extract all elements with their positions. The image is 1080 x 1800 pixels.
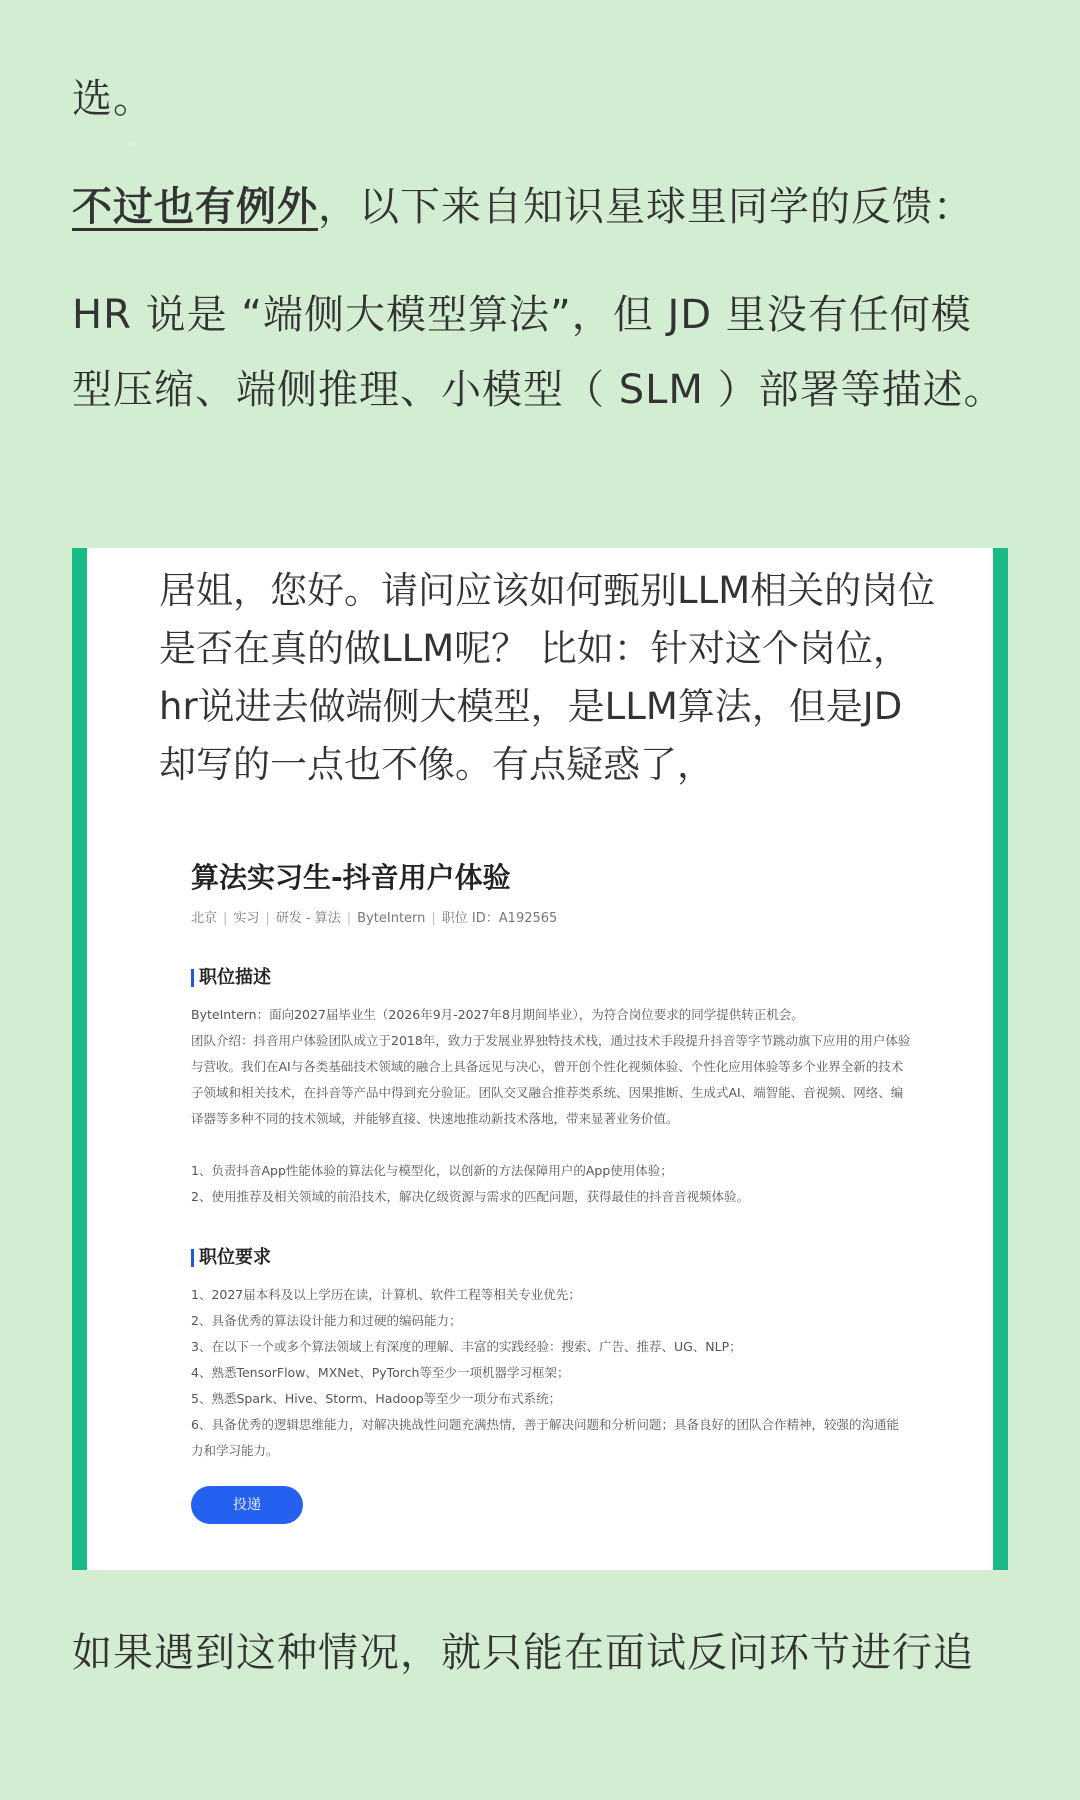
article-bottom-line: 如果遇到这种情况，就只能在面试反问环节进行追 [72, 1630, 974, 1676]
requirement-item: 4、熟悉TensorFlow、MXNet、PyTorch等至少一项机器学习框架； [191, 1365, 570, 1380]
meta-separator: | [265, 911, 270, 926]
job-requirements-heading [191, 1246, 911, 1270]
job-description-heading [191, 966, 911, 990]
job-description-paragraph: 团队介绍：抖音用户体验团队成立于2018年，致力于发展业界独特技术栈，通过技术手段提升抖音等字节跳动旗下应用的用户体验与营收。我们在AI与各类基础技术领域的融合上具备远见与决心，曾开创个性化视频体验、个性化应用体验等多个业界全新的技术子领域和相关技术，在抖音等产品中得到充分验证。团队交叉融合推荐类系统、因果推断、生成式AI、端智能、音视频、网络、编译器等多种不同的技术领域，并能够直接、快速地推动新技术落地，带来显著业务价值。 [191, 1033, 911, 1126]
requirement-item: 2、具备优秀的算法设计能力和过硬的编码能力； [191, 1313, 462, 1328]
job-meta-id: 职位 ID：A192565 [441, 911, 558, 926]
section-bar-icon [191, 1249, 194, 1267]
job-duty-item: 1、负责抖音App性能体验的算法化与模型化，以创新的方法保障用户的App使用体验； [191, 1163, 673, 1178]
meta-separator: | [431, 911, 436, 926]
job-meta-type: 实习 [233, 911, 260, 926]
job-meta-category: 研发 - 算法 [275, 911, 341, 926]
job-meta-program: ByteIntern [357, 911, 426, 926]
job-duty-item: 2、使用推荐及相关领域的前沿技术，解决亿级资源与需求的匹配问题，获得最佳的抖音音视频体验。 [191, 1189, 749, 1204]
job-meta-location: 北京 [191, 911, 218, 926]
meta-separator: | [346, 911, 352, 926]
exception-bold-text: 不过也有例外 [72, 184, 318, 230]
section-bar-icon [191, 969, 194, 987]
job-requirements-body [191, 1282, 911, 1464]
article-hr-paragraph: HR 说是 “端侧大模型算法”，但 JD 里没有任何模型压缩、端侧推理、小模型（ SLM ）部署等描述。 [72, 292, 1005, 413]
job-description-title: 职位描述 [199, 967, 271, 988]
article-exception-line [72, 170, 1008, 245]
requirement-item: 5、熟悉Spark、Hive、Storm、Hadoop等至少一项分布式系统； [191, 1391, 562, 1406]
article-line-top: 选。 [72, 76, 154, 122]
requirement-item: 1、2027届本科及以上学历在读，计算机、软件工程等相关专业优先； [191, 1287, 581, 1302]
student-question-text: 居姐，您好。请问应该如何甄别LLM相关的岗位是否在真的做LLM呢？ 比如：针对这个岗位，hr说进去做端侧大模型，是LLM算法，但是JD却写的一点也不像。有点疑惑了， [159, 569, 936, 786]
meta-separator: | [223, 911, 228, 926]
requirement-item: 3、在以下一个或多个算法领域上有深度的理解、丰富的实践经验：搜索、广告、推荐、UG、NLP； [191, 1339, 742, 1354]
apply-button[interactable]: 投递 [191, 1486, 303, 1524]
job-posting [191, 858, 911, 1524]
job-title: 算法实习生-抖音用户体验 [191, 861, 511, 894]
job-requirements-title: 职位要求 [199, 1247, 271, 1268]
job-description-body [191, 1002, 911, 1210]
exception-rest-text: ，以下来自知识星球里同学的反馈： [318, 184, 974, 230]
job-meta [191, 910, 911, 928]
question-screenshot-card [72, 548, 1008, 1570]
job-description-paragraph: ByteIntern：面向2027届毕业生（2026年9月-2027年8月期间毕业），为符合岗位要求的同学提供转正机会。 [191, 1007, 804, 1022]
requirement-item: 6、具备优秀的逻辑思维能力，对解决挑战性问题充满热情，善于解决问题和分析问题；具备良好的团队合作精神，较强的沟通能力和学习能力。 [191, 1417, 899, 1458]
paragraph-gap [191, 1132, 911, 1158]
